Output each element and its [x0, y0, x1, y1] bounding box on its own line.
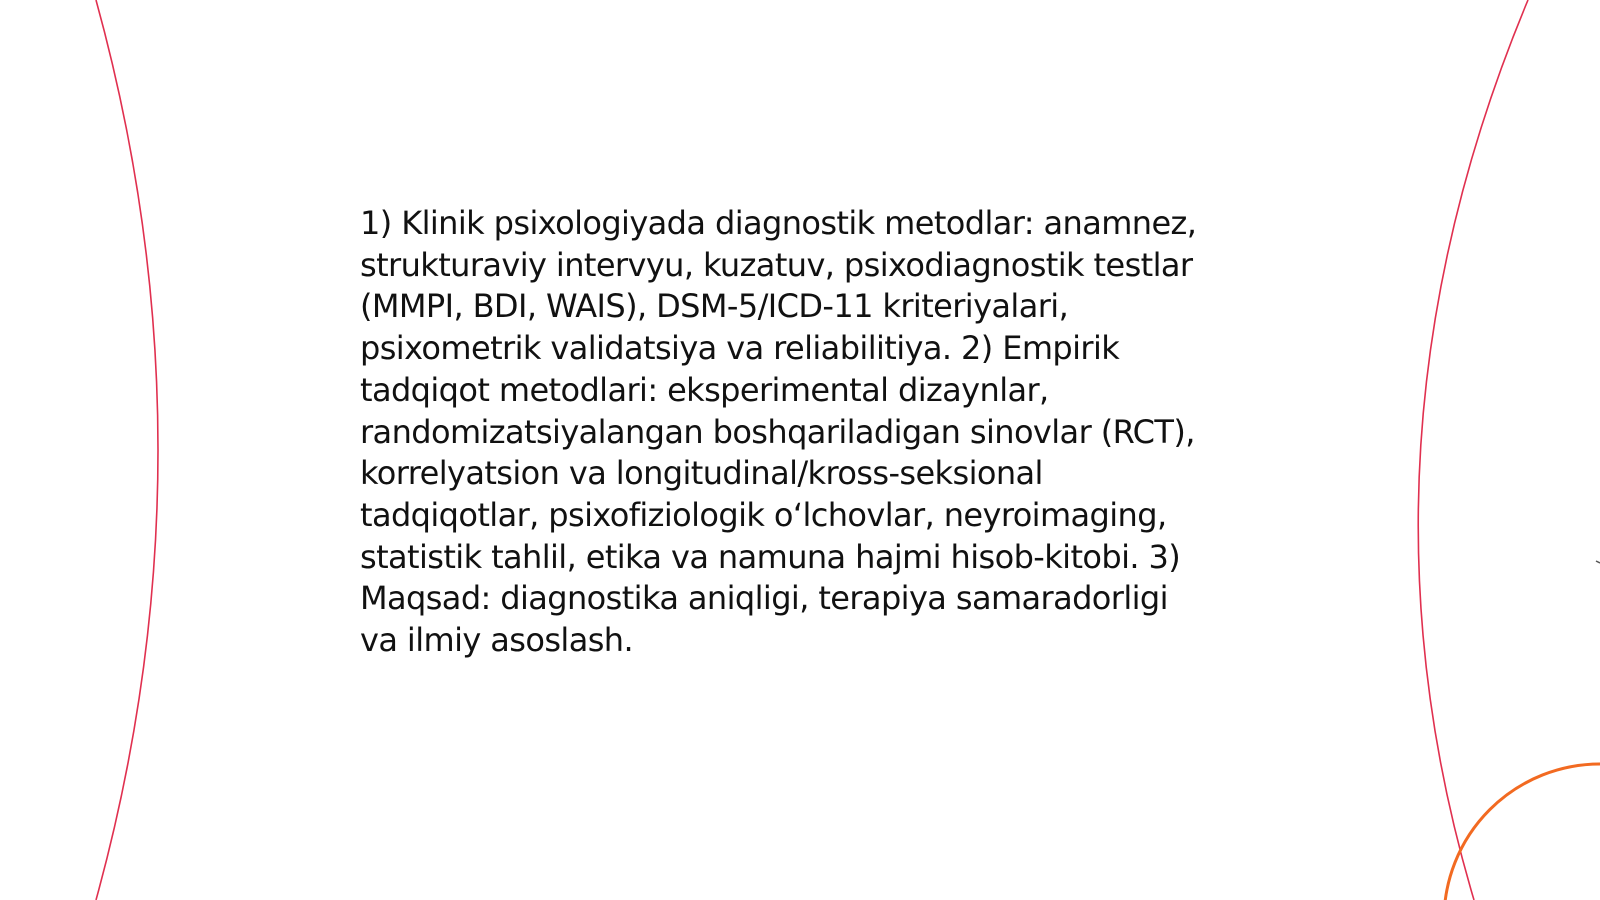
left-red-arc: [96, 0, 158, 900]
right-red-arc: [1418, 0, 1528, 900]
small-mark: [1596, 561, 1600, 563]
slide-body-text: 1) Klinik psixologiyada diagnostik metodlar: anamnez, strukturaviy intervyu, kuzatuv, psixodiagnostik testlar (MMPI, BDI, WAIS), DSM-5/ICD-11 kriteriyalari, psixometrik validatsiya va reliabilitiya. 2) Empirik tadqiqot metodlari: eksperimental dizaynlar, randomizatsiyalangan boshqariladigan sinovlar (RCT), korrelyatsion va longitudinal/kross-seksional tadqiqotlar, psixofiziologik oʻlchovlar, neyroimaging, statistik tahlil, etika va namuna hajmi hisob-kitobi. 3) Maqsad: diagnostika aniqligi, terapiya samaradorligi va ilmiy asoslash.: [360, 204, 1197, 660]
